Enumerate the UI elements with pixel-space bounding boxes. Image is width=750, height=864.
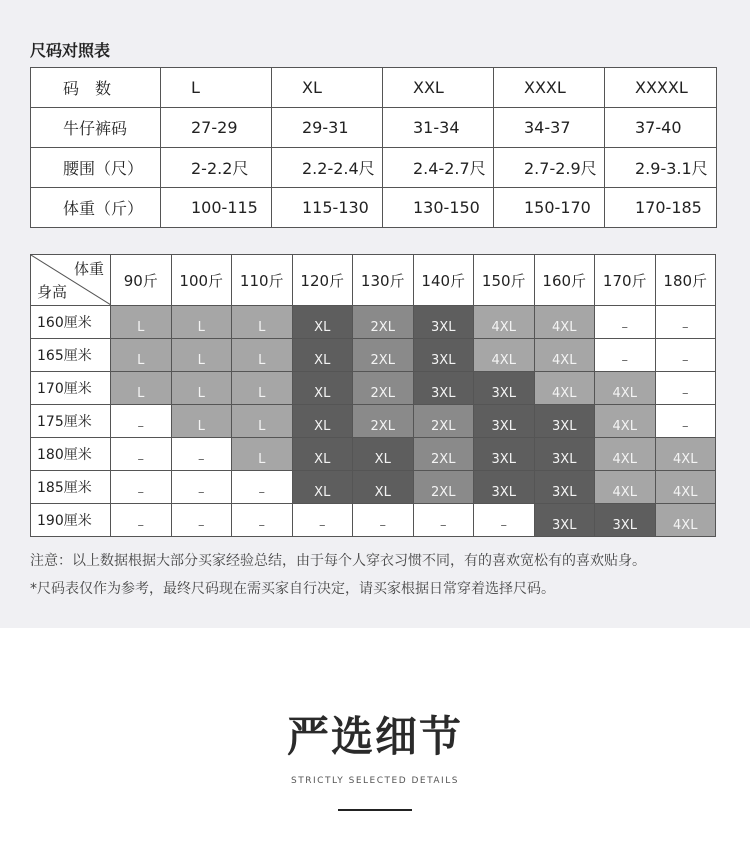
height-weight-matrix — [30, 254, 716, 537]
weight-column-header: 100斤 — [171, 255, 232, 306]
weight-column-header: 120斤 — [292, 255, 353, 306]
size-recommendation-label: L — [137, 352, 145, 368]
title-underline — [338, 809, 412, 811]
size-recommendation-cell — [474, 339, 535, 372]
size-recommendation-label: XL — [374, 484, 391, 500]
weight-column-header: 150斤 — [474, 255, 535, 306]
size-recommendation-cell — [474, 471, 535, 504]
size-recommendation-cell — [595, 504, 656, 537]
size-recommendation-label: 4XL — [552, 385, 577, 401]
size-cell: 29-31 — [272, 108, 383, 148]
size-recommendation-label: 4XL — [491, 319, 516, 335]
size-cell: 2.9-3.1尺 — [605, 148, 717, 188]
size-recommendation-label: – — [258, 517, 265, 533]
corner-height-label: 身高 — [37, 283, 68, 301]
size-row-label: 码 数 — [31, 68, 161, 108]
note-line-2: *尺码表仅作为参考，最终尺码现在需买家自行决定，请买家根据日常穿着选择尺码。 — [30, 581, 555, 597]
size-recommendation-cell — [292, 405, 353, 438]
size-cell: 100-115 — [161, 188, 272, 228]
size-recommendation-cell — [655, 339, 716, 372]
size-recommendation-cell — [171, 306, 232, 339]
size-recommendation-label: L — [137, 319, 145, 335]
size-recommendation-cell — [353, 405, 414, 438]
size-cell: 31-34 — [383, 108, 494, 148]
size-recommendation-cell — [111, 504, 172, 537]
size-recommendation-cell — [232, 405, 293, 438]
size-recommendation-label: – — [682, 385, 689, 401]
size-cell: 2.4-2.7尺 — [383, 148, 494, 188]
weight-column-header: 110斤 — [232, 255, 293, 306]
size-recommendation-label: – — [682, 418, 689, 434]
size-recommendation-label: 3XL — [612, 517, 637, 533]
matrix-row — [31, 504, 716, 537]
size-row-label: 腰围（尺） — [31, 148, 161, 188]
size-recommendation-label: 3XL — [431, 319, 456, 335]
size-recommendation-label: 4XL — [673, 451, 698, 467]
size-recommendation-label: 3XL — [491, 484, 516, 500]
size-recommendation-label: – — [379, 517, 386, 533]
size-recommendation-cell — [474, 438, 535, 471]
size-recommendation-cell — [232, 504, 293, 537]
size-cell: 2.7-2.9尺 — [494, 148, 605, 188]
size-recommendation-cell — [474, 405, 535, 438]
matrix-row — [31, 339, 716, 372]
size-recommendation-cell — [292, 438, 353, 471]
size-recommendation-cell — [655, 438, 716, 471]
weight-column-header: 140斤 — [413, 255, 474, 306]
size-recommendation-label: – — [440, 517, 447, 533]
size-cell: L — [161, 68, 272, 108]
size-recommendation-cell — [353, 372, 414, 405]
size-recommendation-label: – — [137, 517, 144, 533]
size-recommendation-cell — [413, 471, 474, 504]
size-recommendation-cell — [655, 405, 716, 438]
height-row-label: 190厘米 — [31, 504, 111, 537]
size-recommendation-label: 3XL — [431, 352, 456, 368]
size-recommendation-cell — [413, 405, 474, 438]
size-row — [31, 108, 717, 148]
size-recommendation-cell — [111, 405, 172, 438]
weight-column-header: 90斤 — [111, 255, 172, 306]
size-recommendation-cell — [534, 339, 595, 372]
size-recommendation-label: 4XL — [673, 517, 698, 533]
size-recommendation-label: 3XL — [552, 418, 577, 434]
size-cell: 130-150 — [383, 188, 494, 228]
size-row — [31, 68, 717, 108]
size-recommendation-cell — [292, 471, 353, 504]
size-recommendation-cell — [595, 438, 656, 471]
size-recommendation-label: 4XL — [612, 418, 637, 434]
size-recommendation-cell — [655, 504, 716, 537]
size-recommendation-label: 3XL — [552, 451, 577, 467]
size-recommendation-label: L — [197, 319, 205, 335]
note-line-1: 注意：以上数据根据大部分买家经验总结，由于每个人穿衣习惯不同，有的喜欢宽松有的喜欢贴身。 — [30, 553, 646, 569]
size-recommendation-label: 3XL — [431, 385, 456, 401]
size-recommendation-label: – — [198, 484, 205, 500]
size-recommendation-cell — [111, 471, 172, 504]
weight-column-header: 180斤 — [655, 255, 716, 306]
size-row-label: 体重（斤） — [31, 188, 161, 228]
size-recommendation-label: L — [258, 385, 266, 401]
size-recommendation-label: – — [137, 484, 144, 500]
size-recommendation-cell — [171, 405, 232, 438]
matrix-corner — [31, 255, 111, 306]
size-recommendation-label: L — [258, 418, 266, 434]
size-recommendation-label: L — [258, 352, 266, 368]
size-recommendation-cell — [232, 372, 293, 405]
size-recommendation-label: XL — [314, 352, 331, 368]
size-recommendation-cell — [111, 372, 172, 405]
size-recommendation-label: L — [137, 385, 145, 401]
size-cell: 2.2-2.4尺 — [272, 148, 383, 188]
size-cell: 150-170 — [494, 188, 605, 228]
size-recommendation-label: 2XL — [431, 418, 456, 434]
size-cell: 34-37 — [494, 108, 605, 148]
size-recommendation-cell — [232, 339, 293, 372]
size-recommendation-label: 2XL — [431, 451, 456, 467]
size-recommendation-cell — [111, 306, 172, 339]
size-recommendation-label: 4XL — [673, 484, 698, 500]
size-recommendation-label: – — [137, 418, 144, 434]
size-recommendation-cell — [292, 372, 353, 405]
size-recommendation-cell — [534, 438, 595, 471]
size-recommendation-cell — [353, 504, 414, 537]
size-recommendation-cell — [232, 471, 293, 504]
matrix-row — [31, 405, 716, 438]
size-recommendation-cell — [232, 306, 293, 339]
size-recommendation-cell — [292, 339, 353, 372]
size-recommendation-cell — [534, 372, 595, 405]
size-recommendation-label: – — [198, 517, 205, 533]
height-row-label: 185厘米 — [31, 471, 111, 504]
size-recommendation-label: 2XL — [370, 418, 395, 434]
size-recommendation-label: XL — [314, 418, 331, 434]
size-chart-table — [30, 67, 717, 228]
size-recommendation-label: L — [258, 451, 266, 467]
size-recommendation-cell — [171, 372, 232, 405]
size-recommendation-cell — [232, 438, 293, 471]
matrix-header-row — [31, 255, 716, 306]
size-recommendation-label: L — [197, 385, 205, 401]
size-cell: XXXXL — [605, 68, 717, 108]
size-recommendation-cell — [534, 504, 595, 537]
size-recommendation-label: 2XL — [370, 385, 395, 401]
matrix-row — [31, 306, 716, 339]
size-recommendation-label: – — [198, 451, 205, 467]
size-cell: 170-185 — [605, 188, 717, 228]
matrix-row — [31, 471, 716, 504]
height-row-label: 165厘米 — [31, 339, 111, 372]
size-recommendation-cell — [595, 372, 656, 405]
size-recommendation-cell — [595, 471, 656, 504]
size-recommendation-label: 2XL — [370, 319, 395, 335]
size-row — [31, 188, 717, 228]
size-recommendation-label: 4XL — [552, 352, 577, 368]
size-recommendation-cell — [413, 339, 474, 372]
matrix-row — [31, 438, 716, 471]
size-recommendation-label: 3XL — [491, 418, 516, 434]
size-recommendation-cell — [655, 372, 716, 405]
size-recommendation-label: L — [197, 418, 205, 434]
size-recommendation-label: 3XL — [491, 385, 516, 401]
size-recommendation-cell — [292, 504, 353, 537]
size-recommendation-cell — [111, 438, 172, 471]
size-cell: XXXL — [494, 68, 605, 108]
size-recommendation-label: – — [682, 319, 689, 335]
size-recommendation-label: – — [500, 517, 507, 533]
size-recommendation-cell — [353, 339, 414, 372]
size-cell: 2-2.2尺 — [161, 148, 272, 188]
size-recommendation-cell — [171, 438, 232, 471]
size-recommendation-cell — [534, 306, 595, 339]
size-cell: 27-29 — [161, 108, 272, 148]
size-recommendation-cell — [171, 471, 232, 504]
size-cell: XXL — [383, 68, 494, 108]
size-recommendation-cell — [655, 471, 716, 504]
size-recommendation-cell — [292, 306, 353, 339]
size-cell: 115-130 — [272, 188, 383, 228]
size-recommendation-label: XL — [374, 451, 391, 467]
size-recommendation-label: L — [197, 352, 205, 368]
size-recommendation-cell — [413, 438, 474, 471]
height-row-label: 170厘米 — [31, 372, 111, 405]
size-recommendation-label: – — [621, 319, 628, 335]
matrix-row — [31, 372, 716, 405]
size-recommendation-label: – — [682, 352, 689, 368]
size-recommendation-cell — [353, 438, 414, 471]
size-recommendation-cell — [353, 471, 414, 504]
weight-column-header: 170斤 — [595, 255, 656, 306]
size-chart-title: 尺码对照表 — [30, 41, 111, 60]
height-row-label: 175厘米 — [31, 405, 111, 438]
size-recommendation-cell — [111, 339, 172, 372]
size-recommendation-cell — [534, 405, 595, 438]
size-recommendation-label: XL — [314, 451, 331, 467]
size-cell: XL — [272, 68, 383, 108]
size-recommendation-label: 4XL — [612, 484, 637, 500]
details-subtitle: STRICTLY SELECTED DETAILS — [291, 776, 459, 786]
size-recommendation-label: 3XL — [552, 484, 577, 500]
size-recommendation-label: – — [319, 517, 326, 533]
size-recommendation-cell — [655, 306, 716, 339]
size-recommendation-cell — [595, 339, 656, 372]
size-recommendation-cell — [474, 372, 535, 405]
size-recommendation-label: – — [137, 451, 144, 467]
size-recommendation-cell — [171, 339, 232, 372]
size-recommendation-label: XL — [314, 385, 331, 401]
size-recommendation-label: XL — [314, 484, 331, 500]
size-recommendation-label: – — [258, 484, 265, 500]
size-recommendation-cell — [413, 504, 474, 537]
size-recommendation-cell — [413, 372, 474, 405]
height-row-label: 180厘米 — [31, 438, 111, 471]
size-recommendation-label: 4XL — [552, 319, 577, 335]
corner-weight-label: 体重 — [73, 260, 104, 278]
size-recommendation-label: 4XL — [612, 385, 637, 401]
size-recommendation-cell — [413, 306, 474, 339]
weight-column-header: 130斤 — [353, 255, 414, 306]
size-recommendation-cell — [171, 504, 232, 537]
size-recommendation-label: XL — [314, 319, 331, 335]
size-row — [31, 148, 717, 188]
size-cell: 37-40 — [605, 108, 717, 148]
size-recommendation-label: 3XL — [552, 517, 577, 533]
size-recommendation-label: 3XL — [491, 451, 516, 467]
details-title: 严选细节 — [286, 712, 463, 761]
size-row-label: 牛仔裤码 — [31, 108, 161, 148]
size-recommendation-cell — [474, 504, 535, 537]
size-recommendation-label: L — [258, 319, 266, 335]
size-recommendation-label: 2XL — [431, 484, 456, 500]
size-recommendation-label: 4XL — [612, 451, 637, 467]
size-recommendation-cell — [534, 471, 595, 504]
size-recommendation-cell — [353, 306, 414, 339]
size-recommendation-label: – — [621, 352, 628, 368]
size-recommendation-cell — [474, 306, 535, 339]
weight-column-header: 160斤 — [534, 255, 595, 306]
size-recommendation-cell — [595, 306, 656, 339]
size-recommendation-cell — [595, 405, 656, 438]
size-recommendation-label: 2XL — [370, 352, 395, 368]
size-recommendation-label: 4XL — [491, 352, 516, 368]
height-row-label: 160厘米 — [31, 306, 111, 339]
